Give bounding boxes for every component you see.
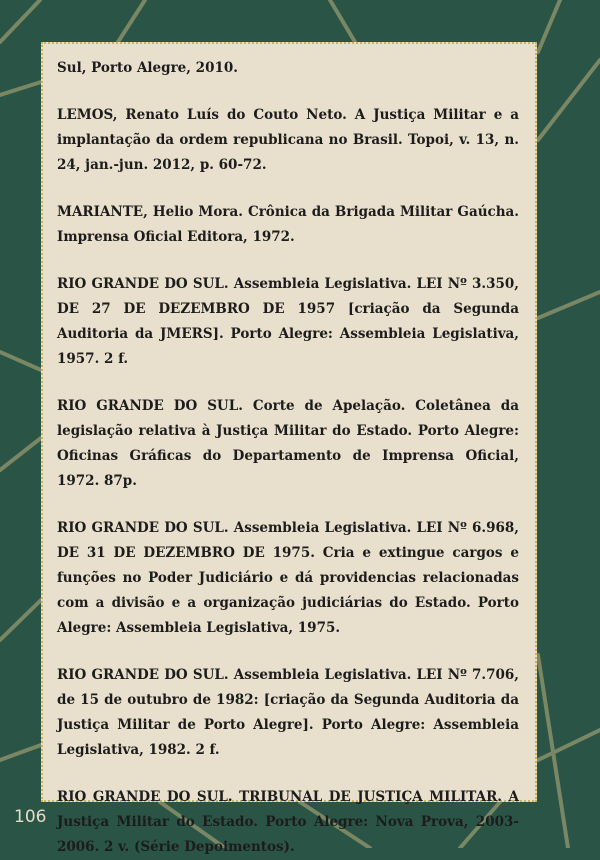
bg-line [118,0,145,42]
bg-line [0,745,41,760]
bg-line [538,60,600,140]
reference-entry: RIO GRANDE DO SUL. Assembleia Legislativa. LEI Nº 6.968, DE 31 DE DEZEMBRO DE 1975. Cria e extingue cargos e funções no Poder Judiciário e dá providencias relacionadas com a divisão e a organização judiciárias do Estado. Porto Alegre: Assembleia Legislativa, 1975. [57,520,519,636]
reference-entry: RIO GRANDE DO SUL. Assembleia Legislativa. LEI Nº 7.706, de 15 de outubro de 1982: [criação da Segunda Auditoria da Justiça Militar de Porto Alegre]. Porto Alegre: Assembleia Legislativa, 1982. 2 f. [57,667,519,758]
bg-line [330,0,355,42]
reference-entry: Sul, Porto Alegre, 2010. [57,60,238,76]
bg-line [538,730,600,760]
reference-entry: RIO GRANDE DO SUL. TRIBUNAL DE JUSTIÇA MILITAR. A Justiça Militar do Estado. Porto Alegre: Nova Prova, 2003-2006. 2 v. (Série Depoimentos). [57,789,519,855]
bibliography-panel [41,42,537,855]
bg-line [0,82,41,95]
reference-entry: LEMOS, Renato Luís do Couto Neto. A Justiça Militar e a implantação da ordem republicana no Brasil. Topoi, v. 13, n. 24, jan.-jun. 2012, p. 60-72. [57,107,519,173]
reference-entry: MARIANTE, Helio Mora. Crônica da Brigada Militar Gaúcha. Imprensa Oficial Editora, 1972. [57,204,519,245]
bg-line [0,352,41,370]
bg-line [0,438,41,470]
bg-line [538,0,560,52]
reference-entry: RIO GRANDE DO SUL. Corte de Apelação. Coletânea da legislação relativa à Justiça Militar do Estado. Porto Alegre: Oficinas Gráficas do Departamento de Imprensa Oficial, 1972. 87p. [57,398,519,489]
bg-line [538,292,600,318]
page-number: 106 [14,807,47,827]
bg-line [0,0,40,42]
bg-line [0,600,41,640]
reference-entry: RIO GRANDE DO SUL. Assembleia Legislativa. LEI Nº 3.350, DE 27 DE DEZEMBRO DE 1957 [criação da Segunda Auditoria da JMERS]. Porto Alegre: Assembleia Legislativa, 1957. 2 f. [57,276,519,367]
